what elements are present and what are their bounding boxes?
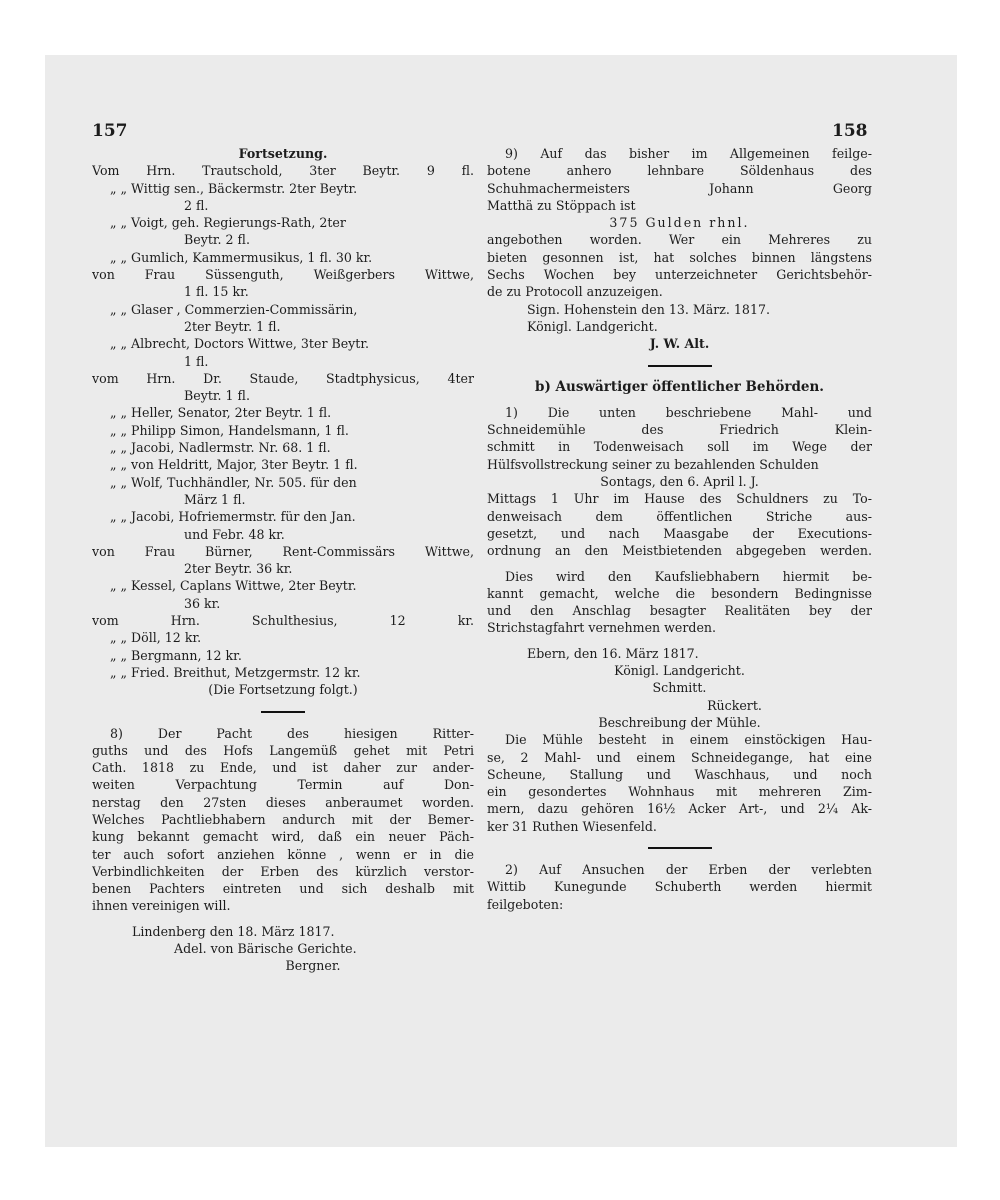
text-line: Die Mühle besteht in einem einstöckigen Hau- (505, 732, 872, 748)
text-line: Vom Hrn. Trautschold, 3ter Beytr. 9 fl. (92, 163, 474, 179)
left-page-number: 157 (92, 121, 128, 141)
text-line: Verbindlichkeiten der Erben des kürzlich verstor- (92, 863, 474, 879)
text-line: kung bekannt gemacht wird, daß ein neuer Päch- (92, 829, 474, 845)
text-line: und Febr. 48 kr. (184, 526, 285, 542)
mill-description (487, 731, 872, 835)
text-line: von Frau Bürner, Rent-Commissärs Wittwe, (92, 543, 474, 559)
text-line: vom Hrn. Dr. Staude, Stadtphysicus, 4ter (92, 370, 474, 386)
text-line: „ „ Albrecht, Doctors Wittwe, 3ter Beytr. (110, 336, 369, 352)
text-line: von Frau Süssenguth, Weißgerbers Wittwe, (92, 267, 474, 283)
text-line: Hülfsvollstreckung seiner zu bezahlenden Schulden (487, 456, 819, 472)
left-place-date: Lindenberg den 18. März 1817. (132, 923, 335, 939)
text-line: „ „ Bergmann, 12 kr. (110, 647, 242, 663)
text-line: Strichstagfahrt vernehmen werden. (487, 620, 717, 636)
text-line: „ „ Fried. Breithut, Metzgermstr. 12 kr. (110, 664, 361, 680)
left-column (92, 121, 474, 975)
text-line: denweisach dem öffentlichen Striche aus- (487, 508, 872, 524)
name-rueckert: Rückert. (707, 697, 762, 713)
right-column (487, 121, 872, 913)
notice-9-continued (487, 231, 872, 300)
left-authority: Adel. von Bärische Gerichte. (174, 941, 357, 957)
text-line: „ „ Döll, 12 kr. (110, 630, 202, 646)
text-line: „ „ von Heldritt, Major, 3ter Beytr. 1 fl. (110, 457, 358, 473)
text-line: „ „ Wolf, Tuchhändler, Nr. 505. für den (110, 474, 357, 490)
right-place-date: Ebern, den 16. März 1817. (527, 645, 699, 661)
sale-date: Sontags, den 6. April l. J. (600, 474, 759, 490)
text-line: nerstag den 27sten dieses anberaumet worden. (92, 794, 474, 810)
mill-heading: Beschreibung der Mühle. (598, 714, 761, 730)
text-line: „ „ Gumlich, Kammermusikus, 1 fl. 30 kr. (110, 249, 373, 265)
text-line: benen Pachters eintreten und sich deshalb mit (92, 881, 474, 897)
text-line: Schuhmachermeisters Johann Georg (487, 180, 872, 196)
donation-list (92, 162, 474, 681)
text-line: schmitt in Todenweisach soll im Wege der (487, 439, 872, 455)
text-line: angebothen worden. Wer ein Mehreres zu (487, 232, 872, 248)
text-line: 8) Der Pacht des hiesigen Ritter- (110, 725, 474, 741)
text-line: mern, dazu gehören 16½ Acker Art-, und 2¼ Ak- (487, 801, 872, 817)
divider-rule (261, 711, 305, 713)
text-line: „ „ Wittig sen., Bäckermstr. 2ter Beytr. (110, 180, 358, 196)
notice-2 (487, 861, 872, 913)
text-line: „ „ Glaser , Commerzien-Commissärin, (110, 301, 358, 317)
name-schmitt: Schmitt. (652, 680, 707, 696)
notice-1-terms (487, 568, 872, 637)
notice-1-continued (487, 490, 872, 559)
text-line: ein gesondertes Wohnhaus mit mehreren Zim- (487, 784, 872, 800)
continued-note: (Die Fortsetzung folgt.) (208, 682, 358, 698)
court-line: Königl. Landgericht. (527, 318, 658, 334)
text-line: de zu Protocoll anzuzeigen. (487, 284, 663, 300)
text-line: Matthä zu Stöppach ist (487, 197, 636, 213)
signed-line: Sign. Hohenstein den 13. März. 1817. (527, 301, 770, 317)
notice-1 (487, 404, 872, 473)
text-line: 2) Auf Ansuchen der Erben der verlebten (505, 861, 872, 877)
text-line: 1) Die unten beschriebene Mahl- und (505, 404, 872, 420)
text-line: vom Hrn. Schulthesius, 12 kr. (92, 613, 474, 629)
notice-9 (487, 145, 872, 214)
text-line: Sechs Wochen bey unterzeichneter Gerichtsbehör- (487, 267, 872, 283)
text-line: „ „ Voigt, geh. Regierungs-Rath, 2ter (110, 215, 346, 231)
text-line: Welches Pachtliebhabern andurch mit der Bemer- (92, 811, 474, 827)
text-line: ker 31 Ruthen Wiesenfeld. (487, 818, 657, 834)
text-line: „ „ Heller, Senator, 2ter Beytr. 1 fl. (110, 405, 332, 421)
text-line: Wittib Kunegunde Schuberth werden hiermit (487, 879, 872, 895)
left-signer: Bergner. (285, 958, 341, 974)
text-line: „ „ Kessel, Caplans Wittwe, 2ter Beytr. (110, 578, 357, 594)
section-heading: b) Auswärtiger öffentlicher Behörden. (535, 378, 824, 395)
right-signer: J. W. Alt. (649, 336, 710, 352)
text-line: 2ter Beytr. 36 kr. (184, 561, 293, 577)
text-line: „ „ Philipp Simon, Handelsmann, 1 fl. (110, 422, 349, 438)
landgericht: Königl. Landgericht. (614, 663, 745, 679)
text-line: kannt gemacht, welche die besondern Bedingnisse (487, 585, 872, 601)
price-line: 375 Gulden rhnl. (609, 215, 750, 231)
notice-8 (92, 725, 474, 915)
text-line: Cath. 1818 zu Ende, und ist daher zur ander- (92, 760, 474, 776)
text-line: März 1 fl. (184, 491, 246, 507)
text-line: Mittags 1 Uhr im Hause des Schuldners zu To- (487, 491, 872, 507)
text-line: ter auch sofort anziehen könne , wenn er in die (92, 846, 474, 862)
text-line: botene anhero lehnbare Söldenhaus des (487, 163, 872, 179)
text-line: 1 fl. 15 kr. (184, 284, 249, 300)
text-line: Scheune, Stallung und Waschhaus, und noch (487, 766, 872, 782)
text-line: bieten gesonnen ist, hat solches binnen längstens (487, 249, 872, 265)
left-heading: Fortsetzung. (238, 146, 328, 161)
text-line: 2ter Beytr. 1 fl. (184, 318, 281, 334)
text-line: und den Anschlag besagter Realitäten bey der (487, 603, 872, 619)
text-line: ihnen vereinigen will. (92, 898, 231, 914)
text-line: 1 fl. (184, 353, 209, 369)
text-line: guths und des Hofs Langemüß gehet mit Petri (92, 742, 474, 758)
text-line: „ „ Jacobi, Nadlermstr. Nr. 68. 1 fl. (110, 440, 331, 456)
text-line: „ „ Jacobi, Hofriemermstr. für den Jan. (110, 509, 356, 525)
text-line: 9) Auf das bisher im Allgemeinen feilge- (505, 146, 872, 161)
text-line: 2 fl. (184, 197, 209, 213)
text-line: weiten Verpachtung Termin auf Don- (92, 777, 474, 793)
divider-rule (648, 847, 712, 849)
text-line: Dies wird den Kaufsliebhabern hiermit be- (505, 568, 872, 584)
text-line: Beytr. 2 fl. (184, 232, 250, 248)
right-page-number: 158 (832, 121, 868, 141)
text-line: 36 kr. (184, 595, 221, 611)
text-line: se, 2 Mahl- und einem Schneidegange, hat eine (487, 749, 872, 765)
text-line: ordnung an den Meistbietenden abgegeben werden. (487, 543, 872, 559)
text-line: Schneidemühle des Friedrich Klein- (487, 422, 872, 438)
divider-rule (648, 365, 712, 367)
text-line: feilgeboten: (487, 896, 564, 912)
text-line: Beytr. 1 fl. (184, 388, 250, 404)
text-line: gesetzt, und nach Maasgabe der Executions- (487, 525, 872, 541)
